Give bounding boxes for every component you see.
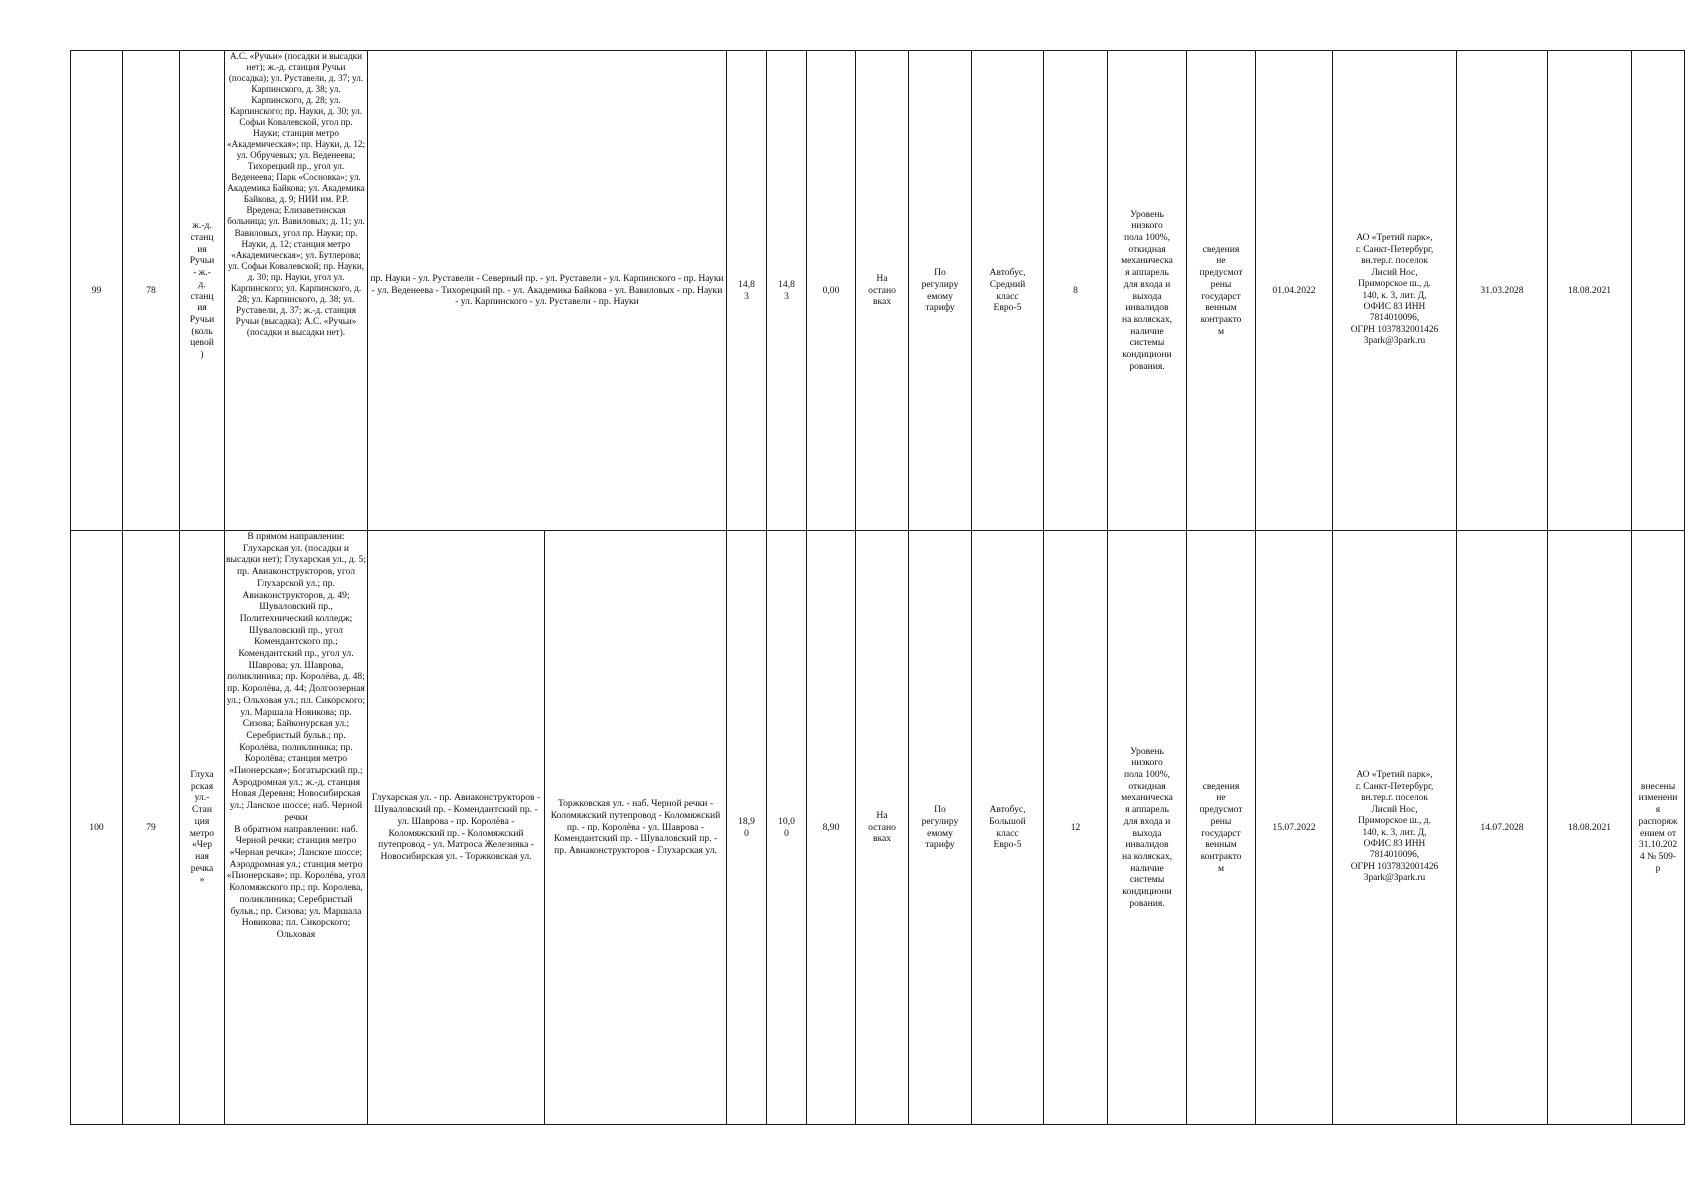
stop-mode-cell: На остано вках (856, 531, 909, 1125)
route-number-cell: 78 (123, 51, 180, 531)
notes-cell (1632, 51, 1685, 531)
streets-cell: пр. Науки - ул. Руставели - Северный пр. - ул. Руставели - ул. Карпинского - пр. Науки - ул. Веденеева - Тихорецкий пр. - ул. Академика Байкова - ул. Вавиловых - пр. Науки - ул. Карпинского - ул. Руставели - пр. Науки (368, 51, 727, 531)
carrier-cell: АО «Третий парк», г. Санкт-Петербург, вн.тер.г. поселок Лисий Нос, Приморское ш., д. 140, к. 3, лит. Д, ОФИС 83 ИНН 7814010096, ОГРН 1037832001426 3park@3park.ru (1333, 531, 1457, 1125)
registration-date-cell: 18.08.2021 (1548, 51, 1632, 531)
contract-cell: сведения не предусмот рены государст венным контракто м (1187, 51, 1256, 531)
vehicle-cell: Автобус, Средний класс Евро-5 (972, 51, 1044, 531)
table-row (71, 51, 1685, 531)
vehicle-count-cell: 12 (1044, 531, 1108, 1125)
end-date-cell: 14.07.2028 (1457, 531, 1548, 1125)
vehicle-features-cell: Уровень низкого пола 100%, откидная механическа я аппарель для входа и выхода инвалидов на колясках, наличие системы кондициони рования. (1108, 51, 1187, 531)
routes-registry-table (70, 50, 1685, 1125)
registration-date-cell: 18.08.2021 (1548, 531, 1632, 1125)
streets-forward-cell: Глухарская ул. - пр. Авиаконструкторов - Шуваловский пр. - Комендантский пр. - ул. Шаврова - пр. Королёва - Коломяжский пр. - Коломяжский путепровод - ул. Матроса Железняка - Новосибирская ул. - Торжковская ул. (368, 531, 545, 1125)
start-date-cell: 15.07.2022 (1256, 531, 1333, 1125)
length-diff-cell: 0,00 (807, 51, 856, 531)
carrier-cell: АО «Третий парк», г. Санкт-Петербург, вн.тер.г. поселок Лисий Нос, Приморское ш., д. 140, к. 3, лит. Д, ОФИС 83 ИНН 7814010096, ОГРН 1037832001426 3park@3park.ru (1333, 51, 1457, 531)
stops-cell: А.С. «Ручьи» (посадки и высадки нет); ж.-д. станция Ручьи (посадка); ул. Руставели, д. 37; ул. Карпинского, д. 38; ул. Карпинского, д. 28; ул. Карпинского; пр. Науки, д. 30; ул. Софьи Ковалевской, угол пр. Науки; станция метро «Академическая»; пр. Науки, д. 12; ул. Обручевых; ул. Веденеева; Тихорецкий пр., угол ул. Веденеева; Парк «Сосновка»; ул. Академика Байкова; ул. Академика Байкова, д. 9; НИИ им. Р.Р. Вредена; Елизаветинская больница; ул. Вавиловых; д. 11; ул. Вавиловых, угол пр. Науки; пр. Науки, д. 12; станция метро «Академическая»; ул. Бутлерова; ул. Софьи Ковалевской; пр. Науки, д. 30; пр. Науки, угол ул. Карпинского; ул. Карпинского, д. 28; ул. Карпинского, д. 38; ул. Руставели, д. 37; ж.-д. станция Ручьи (высадка); А.С. «Ручьи» (посадки и высадки нет). (225, 51, 368, 531)
stops-cell: В прямом направлении: Глухарская ул. (посадки и высадки нет); Глухарская ул., д. 5; пр. Авиаконструкторов, угол Глухарской ул.; пр. Авиаконструкторов, д. 49; Шуваловский пр., Политехнический колледж; Шуваловский пр., угол Комендантского пр.; Комендантский пр., угол ул. Шаврова; ул. Шаврова, поликлиника; пр. Королёва, д. 48; пр. Королёва, д. 44; Долгоозерная ул.; Ольховая ул.; пл. Сикорского; ул. Маршала Новикова; пр. Сизова; Байконурская ул.; Серебристый бульв.; пр. Королёва, поликлиника; пр. Королёва; станция метро «Пионерская»; Богатырский пр.; Аэродромная ул.; ж.-д. станция Новая Деревня; Новосибирская ул.; Ланское шоссе; наб. Черной речки В обратном направлении: наб. Черной речки; станция метро «Черная речка»; Ланское шоссе; Аэродромная ул.; станция метро «Пионерская»; пр. Королёва, угол Коломяжского пр.; пр. Королева, поликлиника; Серебристый бульв.; пр. Сизова; ул. Маршала Новикова; пл. Сикорского; Ольховая (225, 531, 368, 1125)
tariff-cell: По регулиру емому тарифу (909, 51, 972, 531)
start-date-cell: 01.04.2022 (1256, 51, 1333, 531)
vehicle-features-cell: Уровень низкого пола 100%, откидная механическа я аппарель для входа и выхода инвалидов на колясках, наличие системы кондициони рования. (1108, 531, 1187, 1125)
streets-back-cell: Торжковская ул. - наб. Черной речки - Коломяжский путепровод - Коломяжский пр. - пр. Королёва - ул. Шаврова - Комендантский пр. - Шуваловский пр. - пр. Авиаконструкторов - Глухарская ул. (545, 531, 727, 1125)
notes-cell: внесены изменени я распоряж ением от 31.10.202 4 № 509- р (1632, 531, 1685, 1125)
length-back-cell: 14,8 3 (767, 51, 807, 531)
length-forward-cell: 14,8 3 (727, 51, 767, 531)
length-diff-cell: 8,90 (807, 531, 856, 1125)
vehicle-cell: Автобус, Большой класс Евро-5 (972, 531, 1044, 1125)
tariff-cell: По регулиру емому тарифу (909, 531, 972, 1125)
route-name-cell: Глуха рская ул.- Стан ция метро «Чер ная речка » (180, 531, 225, 1125)
length-back-cell: 10,0 0 (767, 531, 807, 1125)
route-number-cell: 79 (123, 531, 180, 1125)
contract-cell: сведения не предусмот рены государст венным контракто м (1187, 531, 1256, 1125)
length-forward-cell: 18,9 0 (727, 531, 767, 1125)
vehicle-count-cell: 8 (1044, 51, 1108, 531)
end-date-cell: 31.03.2028 (1457, 51, 1548, 531)
table-row (71, 531, 1685, 1125)
stop-mode-cell: На остано вках (856, 51, 909, 531)
row-number-cell: 100 (71, 531, 123, 1125)
row-number-cell: 99 (71, 51, 123, 531)
route-name-cell: ж.-д. станц ия Ручьи - ж.- д. станц ия Ручьи (коль цевой ) (180, 51, 225, 531)
